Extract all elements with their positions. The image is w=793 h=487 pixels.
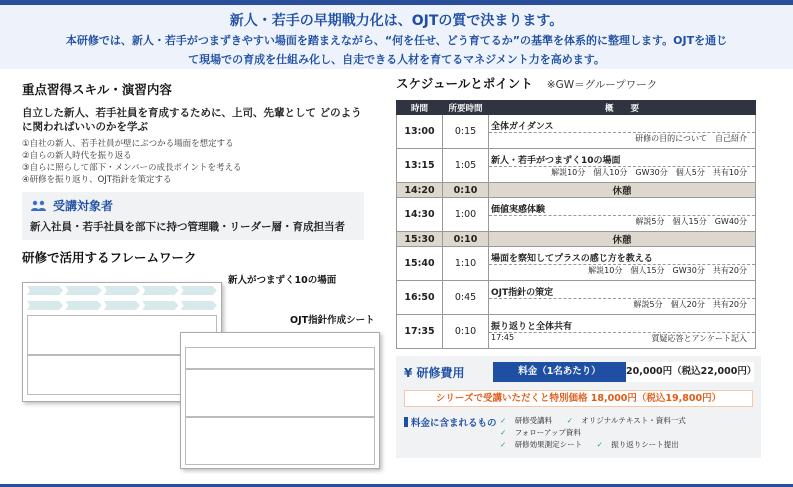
row-duration: 1:10 <box>443 247 489 281</box>
check-icon: ✓ <box>596 440 603 449</box>
included-items <box>500 415 750 451</box>
row-duration: 0:10 <box>443 232 489 247</box>
row-time: 13:00 <box>397 115 443 149</box>
table-row <box>397 247 756 281</box>
included-title <box>404 415 500 451</box>
row-duration: 0:10 <box>443 315 489 349</box>
row-time: 15:30 <box>397 232 443 247</box>
row-main: 価値実感体験 <box>491 205 546 215</box>
row-duration: 0:45 <box>443 281 489 315</box>
skill-list <box>22 138 382 186</box>
row-sub: 質疑応答とアンケート記入 <box>651 334 747 343</box>
framework-heading: 研修で活用するフレームワーク <box>22 250 197 265</box>
row-main: 新人・若手がつまずく10の場面 <box>491 156 621 166</box>
check-icon: ✓ <box>500 416 507 425</box>
row-main: OJT指針の策定 <box>491 288 554 298</box>
skill-item: ①自社の新人、若手社員が壁にぶつかる場面を想定する <box>22 139 234 149</box>
row-time: 16:50 <box>397 281 443 315</box>
page-title: 新人・若手の早期戦力化は、OJTの質で決まります。 <box>229 13 564 29</box>
schedule-table <box>396 100 756 349</box>
header-banner <box>0 5 793 69</box>
row-duration: 0:15 <box>443 115 489 149</box>
ojt-sheet-image <box>180 332 380 469</box>
skill-item: ③自らに照らして部下・メンバーの成長ポイントを考える <box>22 163 242 173</box>
included-item: 研修効果測定シート <box>514 440 583 449</box>
included-title-text: 料金に含まれるもの <box>411 418 497 429</box>
col-overview: 概 要 <box>489 101 756 115</box>
fee-label: 料金（1名あたり） <box>493 362 626 382</box>
row-sub: 解説5分 個人20分 共有20分 <box>489 298 755 310</box>
col-time: 時間 <box>397 101 443 115</box>
row-main: 休憩 <box>489 232 756 247</box>
row-main: 場面を察知してプラスの感じ方を教える <box>491 254 653 264</box>
row-duration: 1:05 <box>443 149 489 183</box>
lead-line-2: て現場での育成を仕組み化し、自走できる人材を育てるマネジメント力を高めます。 <box>188 53 605 66</box>
check-icon: ✓ <box>500 428 507 437</box>
schedule-heading: スケジュールとポイント <box>396 76 533 91</box>
target-text: 新入社員・若手社員を部下に持つ管理職・リーダー層・育成担当者 <box>30 221 345 233</box>
row-sub: 研修の目的について 自己紹介 <box>489 132 755 144</box>
row-time: 17:35 <box>397 315 443 349</box>
framework-caption-2: OJT指針作成シート <box>290 315 375 326</box>
row-time: 14:20 <box>397 183 443 198</box>
row-time: 13:15 <box>397 149 443 183</box>
row-sub: 解説10分 個人10分 GW30分 個人5分 共有10分 <box>489 166 755 178</box>
target-title: 受講対象者 <box>53 199 114 213</box>
row-duration: 1:00 <box>443 198 489 232</box>
table-row <box>397 315 756 349</box>
table-row <box>397 149 756 183</box>
framework-images <box>22 272 382 472</box>
row-main: 全体ガイダンス <box>491 122 554 132</box>
skill-item: ④研修を振り返り、OJT指針を策定する <box>22 175 172 185</box>
skill-item: ②自らの新人時代を振り返る <box>22 151 132 161</box>
table-row <box>397 281 756 315</box>
break-row <box>397 232 756 247</box>
schedule-note: ※GW＝グループワーク <box>546 79 658 91</box>
fee-value: 20,000円（税込22,000円） <box>626 362 754 382</box>
break-row <box>397 183 756 198</box>
included-item: オリジナルテキスト・資料一式 <box>581 416 686 425</box>
fee-box <box>396 356 761 458</box>
skills-lead: 自立した新人、若手社員を育成するために、上司、先輩として どのように関わればいいのかを学ぶ <box>22 107 362 133</box>
framework-caption-1: 新人がつまずく10の場面 <box>228 275 337 286</box>
people-icon <box>30 200 48 212</box>
table-row <box>397 115 756 149</box>
fee-title: ¥ 研修費用 <box>404 365 465 380</box>
table-row <box>397 198 756 232</box>
row-main: 振り返りと全体共有 <box>491 322 573 332</box>
row-end-time: 17:45 <box>491 333 515 342</box>
row-sub: 解説10分 個人15分 GW30分 共有20分 <box>489 264 755 276</box>
fee-special-price: シリーズで受講いただくと特別価格 18,000円（税込19,800円） <box>404 390 753 407</box>
included-item: 振り返りシート提出 <box>611 440 679 449</box>
right-column <box>396 74 776 349</box>
col-duration: 所要時間 <box>443 101 489 115</box>
check-icon: ✓ <box>500 440 507 449</box>
row-time: 14:30 <box>397 198 443 232</box>
row-duration: 0:10 <box>443 183 489 198</box>
included-item: フォローアップ資料 <box>514 428 581 437</box>
target-box <box>22 192 364 240</box>
skills-heading: 重点習得スキル・演習内容 <box>22 82 172 97</box>
row-main: 休憩 <box>489 183 756 198</box>
lead-line-1: 本研修では、新人・若手がつまずきやすい場面を踏まえながら、“何を任せ、どう育てるか”の基準を体系的に整理します。OJTを通じ <box>65 34 728 47</box>
check-icon: ✓ <box>566 416 573 425</box>
row-time: 15:40 <box>397 247 443 281</box>
book-icon <box>404 417 408 427</box>
included-item: 研修受講料 <box>514 416 553 425</box>
left-column <box>22 74 382 472</box>
row-sub: 解説5分 個人15分 GW40分 <box>489 215 755 227</box>
